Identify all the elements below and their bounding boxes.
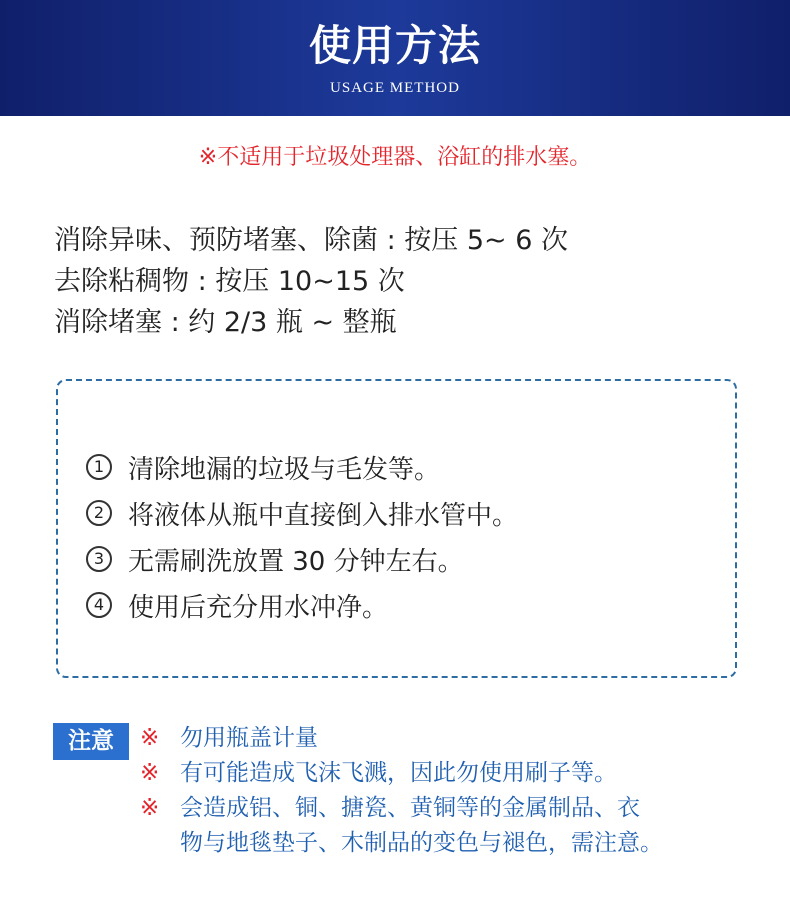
- step-text: 使用后充分用水冲净。: [128, 592, 389, 623]
- step-number-badge: 1: [86, 454, 112, 480]
- page-subtitle: USAGE METHOD: [330, 80, 460, 96]
- reference-mark-icon: ※: [140, 760, 160, 786]
- step-item: [86, 582, 726, 628]
- reference-mark-icon: ※: [140, 795, 160, 821]
- step-text: 清除地漏的垃圾与毛发等。: [128, 454, 441, 485]
- notice-item: [140, 721, 760, 756]
- step-text: 将液体从瓶中直接倒入排水管中。: [128, 500, 519, 531]
- instructions-list: [54, 220, 754, 343]
- step-number-badge: 4: [86, 592, 112, 618]
- reference-mark-icon: ※: [140, 725, 160, 751]
- notice-item: [140, 756, 760, 791]
- notice-item: [140, 791, 760, 861]
- notice-text: 会造成铝、铜、搪瓷、黄铜等的金属制品、衣: [180, 795, 640, 821]
- step-text: 无需刷洗放置 30 分钟左右。: [128, 546, 464, 577]
- instruction-deodorize: 消除异味、预防堵塞、除菌 : 按压 5~ 6 次: [54, 225, 568, 256]
- step-item: [86, 490, 726, 536]
- instruction-remove-sticky: 去除粘稠物 : 按压 10~15 次: [54, 266, 405, 297]
- warning-text: ※不适用于垃圾处理器、浴缸的排水塞。: [198, 145, 592, 170]
- notice-badge: 注意: [53, 723, 129, 760]
- header-banner: [0, 0, 790, 116]
- notice-list: [140, 721, 760, 861]
- instruction-unclog: 消除堵塞 : 约 2/3 瓶 ~ 整瓶: [54, 307, 397, 338]
- step-number-badge: 3: [86, 546, 112, 572]
- page-title: 使用方法: [308, 21, 481, 70]
- step-item: [86, 536, 726, 582]
- step-number-badge: 2: [86, 500, 112, 526]
- notice-text-continued: 物与地毯垫子、木制品的变色与褪色，需注意。: [180, 830, 663, 856]
- step-item: [86, 444, 726, 490]
- notice-text: 勿用瓶盖计量: [180, 725, 318, 751]
- notice-text: 有可能造成飞沫飞溅，因此勿使用刷子等。: [180, 760, 617, 786]
- steps-list: [86, 444, 726, 628]
